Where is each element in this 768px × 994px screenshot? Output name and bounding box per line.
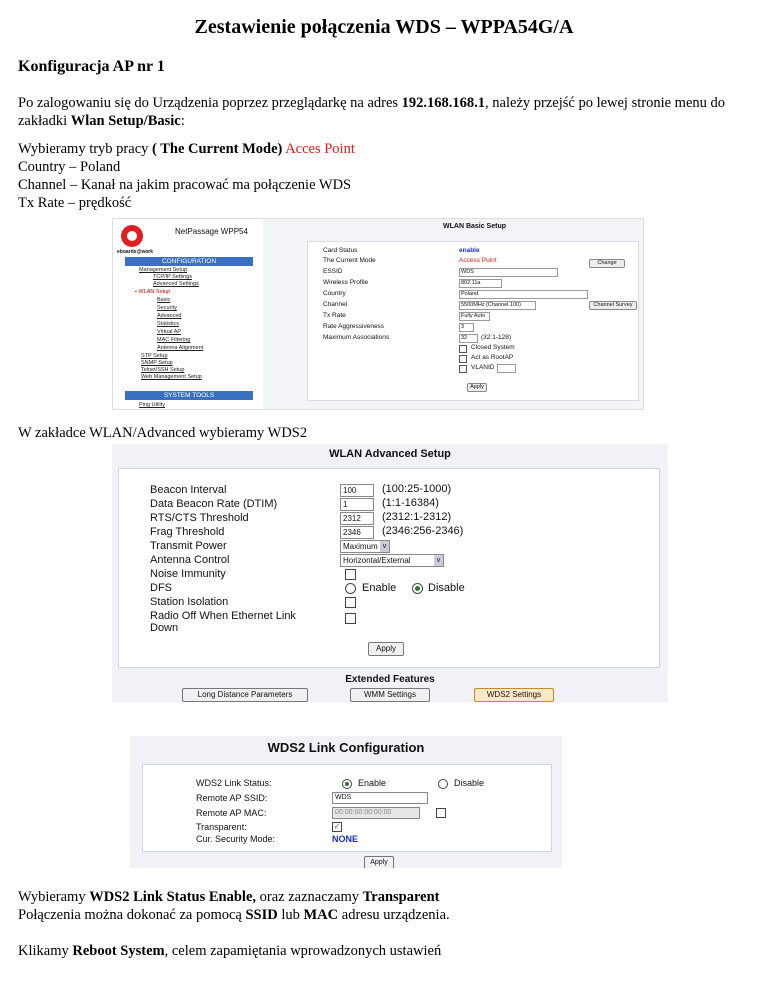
mode-text: Wybieramy tryb pracy — [18, 141, 153, 157]
menu-item[interactable]: Statistics — [157, 321, 180, 327]
isolation-checkbox[interactable] — [345, 597, 356, 608]
menu-item[interactable]: Management Setup — [139, 267, 188, 273]
wmm-settings-button[interactable]: WMM Settings — [350, 688, 430, 702]
vlanid-input[interactable] — [497, 364, 516, 373]
wds2-disable-radio[interactable] — [438, 779, 448, 789]
outro-bold-mac: MAC — [303, 907, 339, 923]
menu-item[interactable]: Virtual AP — [157, 329, 182, 335]
menu-item-basic[interactable]: Basic — [157, 297, 171, 303]
basic-setup-title: WLAN Basic Setup — [443, 223, 507, 230]
wds2-title: WDS2 Link Configuration — [267, 740, 425, 755]
dfs-enable-label: Enable — [362, 582, 397, 594]
document-title: Zestawienie połączenia WDS – WPPA54G/A — [194, 16, 574, 38]
change-button[interactable]: Change — [589, 259, 625, 268]
product-name: NetPassage WPP54 — [175, 227, 248, 236]
label-remote-mac: Remote AP MAC: — [196, 808, 267, 818]
dfs-disable-label: Disable — [428, 582, 465, 594]
label-max-assoc: Maximum Associations — [323, 334, 390, 341]
intro-text-2: , należy przejść po lewej stronie menu do zakładki — [18, 95, 726, 129]
menu-item[interactable]: Web Management Setup — [141, 374, 202, 380]
intro-text-3: : — [180, 113, 185, 129]
wds2-settings-button[interactable]: WDS2 Settings — [474, 688, 554, 702]
vlanid-checkbox[interactable] — [459, 365, 467, 373]
intro-paragraph — [18, 94, 752, 130]
remote-mac-input[interactable]: 00:00:00:00:00:00 — [332, 807, 420, 819]
mode-line — [18, 140, 752, 158]
label-dtim: Data Beacon Rate (DTIM) — [150, 498, 278, 510]
apply-button[interactable]: Apply — [467, 383, 487, 392]
list-line-channel: Channel – Kanał na jakim pracować ma połączenie WDS — [18, 177, 352, 193]
list-line-country: Country – Poland — [18, 159, 121, 175]
closed-system-label: Closed System — [471, 344, 515, 351]
menu-item[interactable]: Telnet/SSH Setup — [141, 367, 185, 373]
list-line-txrate: Tx Rate – prędkość — [18, 195, 132, 211]
security-mode-value: NONE — [332, 834, 359, 844]
intro-ip: 192.168.168.1 — [401, 95, 486, 111]
outro-text: adresu urządzenia. — [338, 907, 450, 923]
outro-bold-reboot: Reboot System — [72, 943, 165, 959]
outro-bold-transparent: Transparent — [362, 889, 440, 905]
label-security-mode: Cur. Security Mode: — [196, 834, 276, 844]
label-wireless-profile: Wireless Profile — [323, 279, 369, 286]
mode-bold: ( The Current Mode) — [152, 141, 283, 157]
max-assoc-input[interactable]: 32 — [459, 334, 478, 343]
wds2-apply-button[interactable]: Apply — [364, 856, 394, 868]
label-card-status: Card Status — [323, 247, 358, 254]
nav-panel — [113, 219, 263, 409]
label-rate-aggr: Rate Aggressiveness — [323, 323, 385, 330]
config-header: CONFIGURATION — [125, 257, 253, 266]
advanced-apply-button[interactable]: Apply — [368, 642, 404, 656]
mode-red: Acces Point — [282, 141, 355, 157]
menu-item-wlan[interactable]: • WLAN Setup — [135, 289, 171, 295]
wlan-basic-setup-screenshot — [112, 218, 644, 410]
label-dfs: DFS — [150, 582, 172, 594]
brand-tagline: eboards@work — [117, 249, 153, 255]
outro-text: Połączenia można dokonać za pomocą — [18, 907, 246, 923]
advanced-setup-title: WLAN Advanced Setup — [329, 448, 451, 460]
extended-features-title: Extended Features — [345, 674, 435, 685]
essid-input[interactable]: WDS — [459, 268, 558, 277]
label-essid: ESSID — [323, 268, 343, 275]
rts-cts-range: (2312:1-2312) — [382, 511, 452, 523]
antenna-select[interactable]: Horizontal/External v — [340, 554, 444, 567]
compex-logo-icon — [121, 225, 143, 247]
label-antenna: Antenna Control — [150, 554, 230, 566]
advanced-caption: W zakładce WLAN/Advanced wybieramy WDS2 — [18, 425, 308, 441]
label-current-mode: The Current Mode — [323, 257, 376, 264]
label-tx-rate: Tx Rate — [323, 312, 346, 319]
label-transparent: Transparent: — [196, 822, 247, 832]
card-status-value: enable — [459, 247, 480, 254]
frag-range: (2346:256-2346) — [382, 525, 464, 537]
vlanid-label: VLANID — [471, 364, 495, 371]
outro-text: lub — [277, 907, 304, 923]
channel-select[interactable]: 5500MHz (Channel 100) — [459, 301, 536, 310]
intro-tab: Wlan Setup/Basic — [70, 113, 181, 129]
outro-bold-enable: WDS2 Link Status Enable, — [89, 889, 257, 905]
wds2-enable-radio[interactable] — [342, 779, 352, 789]
label-wds2-status: WDS2 Link Status: — [196, 778, 272, 788]
radio-off-checkbox[interactable] — [345, 613, 356, 624]
outro-text: Wybieramy — [18, 889, 90, 905]
wds2-disable-label: Disable — [454, 778, 485, 788]
dfs-disable-radio[interactable] — [412, 583, 423, 594]
label-rts-cts: RTS/CTS Threshold — [150, 512, 249, 524]
menu-item[interactable]: Antenna Alignment — [157, 345, 204, 351]
menu-item[interactable]: Security — [157, 305, 177, 311]
menu-item[interactable]: Advanced — [157, 313, 182, 319]
intro-text-1: Po zalogowaniu się do Urządzenia poprzez przeglądarkę na adres — [18, 95, 402, 111]
wds2-enable-label: Enable — [358, 778, 387, 788]
basic-setup-panel — [263, 219, 643, 409]
menu-item[interactable]: STP Setup — [141, 353, 168, 359]
outro-line-3 — [18, 942, 752, 960]
menu-item[interactable]: TCP/IP Settings — [153, 274, 193, 280]
noise-checkbox[interactable] — [345, 569, 356, 580]
label-country: Country — [323, 290, 346, 297]
menu-item[interactable]: SNMP Setup — [141, 360, 173, 366]
current-mode-value: Access Point — [459, 257, 497, 264]
dtim-input[interactable]: 1 — [340, 498, 374, 511]
label-beacon-interval: Beacon Interval — [150, 484, 227, 496]
remote-mac-checkbox[interactable] — [436, 808, 446, 818]
outro-text: Klikamy — [18, 943, 73, 959]
root-ap-label: Act as RootAP — [471, 354, 514, 361]
label-channel: Channel — [323, 301, 348, 308]
wds2-link-config-screenshot — [130, 736, 562, 868]
tools-header: SYSTEM TOOLS — [125, 391, 253, 400]
max-assoc-range: (32:1-128) — [481, 334, 511, 341]
remote-ssid-input[interactable]: WDS — [332, 792, 428, 804]
wlan-advanced-setup-screenshot — [112, 444, 668, 702]
outro-bold-ssid: SSID — [245, 907, 278, 923]
long-distance-button[interactable]: Long Distance Parameters — [182, 688, 308, 702]
transmit-power-select[interactable]: Maximum v — [340, 540, 390, 553]
beacon-interval-input[interactable]: 100 — [340, 484, 374, 497]
beacon-interval-range: (100:25-1000) — [382, 483, 452, 495]
country-select[interactable]: Poland — [459, 290, 588, 299]
frag-input[interactable]: 2346 — [340, 526, 374, 539]
label-noise: Noise Immunity — [150, 568, 226, 580]
dfs-enable-radio[interactable] — [345, 583, 356, 594]
menu-item[interactable]: Advanced Settings — [153, 281, 199, 287]
rts-cts-input[interactable]: 2312 — [340, 512, 374, 525]
label-transmit-power: Transmit Power — [150, 540, 227, 552]
menu-item[interactable]: MAC Filtering — [157, 337, 191, 343]
label-radio-off-1: Radio Off When Ethernet Link — [150, 610, 296, 622]
outro-text: oraz zaznaczamy — [256, 889, 363, 905]
label-radio-off-2: Down — [150, 622, 179, 634]
section-heading: Konfiguracja AP nr 1 — [18, 58, 165, 75]
tx-rate-select[interactable]: Fully Auto — [459, 312, 490, 321]
outro-line-2 — [18, 906, 752, 924]
root-ap-checkbox[interactable] — [459, 355, 467, 363]
label-frag: Frag Threshold — [150, 526, 225, 538]
outro-line-1 — [18, 888, 752, 906]
rate-aggr-select[interactable]: 3 — [459, 323, 474, 332]
channel-survey-button[interactable]: Channel Survey — [589, 301, 637, 310]
dtim-range: (1:1-16384) — [382, 497, 439, 509]
label-remote-ssid: Remote AP SSID: — [196, 793, 268, 803]
menu-item-ping[interactable]: Ping Utility — [139, 402, 165, 408]
transparent-checkbox[interactable]: ✓ — [333, 822, 341, 831]
label-isolation: Station Isolation — [150, 596, 229, 608]
outro-text: , celem zapamiętania wprowadzonych ustawień — [164, 943, 442, 959]
closed-system-checkbox[interactable] — [459, 345, 467, 353]
wireless-profile-select[interactable]: 802.11a — [459, 279, 502, 288]
